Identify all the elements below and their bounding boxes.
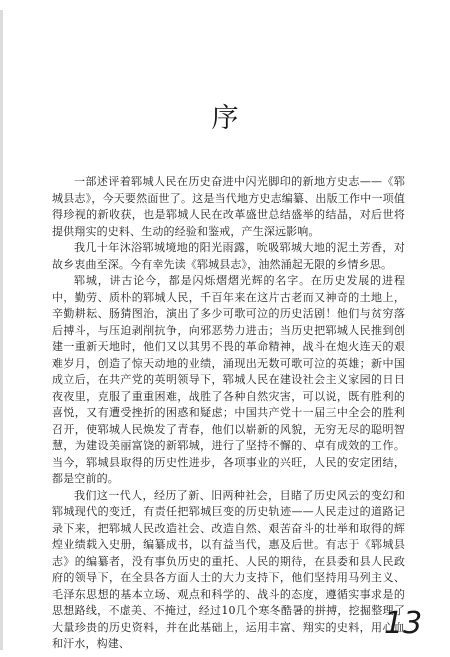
scan-edge-shadow — [0, 10, 3, 650]
paragraph-2: 我几十年沐浴郓城境地的阳光雨露，吮吸郓城大地的泥土芳香，对故乡衷曲至深。今有幸先读《郓城县志》，油然涌起无限的乡情乡思。 — [52, 241, 405, 271]
paragraph-1: 一部述评着郓城人民在历史奋进中闪光脚印的新地方史志——《郓城县志》，今天要然面世了。这是当代地方史志编纂、出版工作中一项值得珍视的新收获，也是郓城人民在改革盛世总结盛举的结晶，对后世将提供翔实的史料、生动的经验和鉴戒，产生深远影响。 — [52, 175, 405, 238]
paragraph-4: 我们这一代人，经历了新、旧两种社会，目睹了历史风云的变幻和郓城现代的变迁，有责任把郓城巨变的历史轨迹——人民走过的道路记录下来，把郓城人民改造社会、改造自然、艰苦奋斗的壮举和取得的辉煌业绩载入史册，编纂成书，以有益当代，惠及后世。有志于《郓城县志》的编纂者，没有事负历史的重托、人民的期待，在县委和县人民政府的领导下，在全县各方面人士的大力支持下，他们坚持用马列主义、毛泽东思想的基本立场、观点和科学的、战斗的态度，遵循实事求是的思想路线，不虚美、不掩过，经过10几个寒冬酷暑的拼搏，挖掘整理了大量珍贵的历史资料，并在此基础上，运用丰富、翔实的史料，用心血和汗水，构建、 — [52, 488, 405, 650]
paragraph-3: 郓城，讲古论今，都是闪烁熠熠光辉的名字。在历史发展的进程中，勤劳、质朴的郓城人民，千百年来在这片古老而又神奇的土地上，辛勤耕耘、肠猜图治，演出了多少可歌可泣的历史活剧！他们与贫穷落后搏斗，与压迫剥削抗争，向邪恶势力进击；当历史把郓城人民推到创建一重新天地时，他们又以其男不畏的革命精神，战斗在炮火连天的艰难岁月，创造了惊天动地的业绩，涌现出无数可歌可泣的英雄；新中国成立后，在共产党的英明领导下，郓城人民在建设社会主义家园的日日夜夜里，克服了重重困难，战胜了各种自然灾害，可以说，既有胜利的喜悦，又有遭受挫折的困惑和疑虑；中国共产党十一届三中全会的胜利召开，使郓城人民焕发了青春，他们以崭新的风貌，无穷无尽的聪明智慧，为建设美丽富饶的新郓城，进行了坚持不懈的、卓有成效的工作。当今，郓城县取得的历史性进步，各项事业的兴旺，人民的安定团结，都是空前的。 — [52, 274, 405, 485]
preface-title: 序 — [211, 103, 239, 134]
preface-body — [52, 174, 405, 653]
page-number: 13 — [384, 606, 423, 641]
